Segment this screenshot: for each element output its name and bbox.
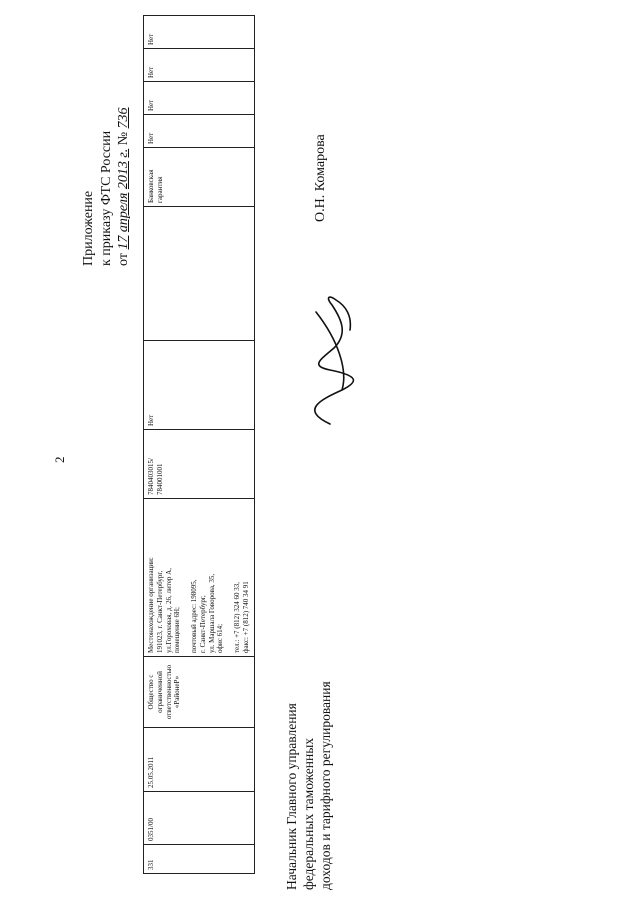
signatory-title-line: Начальник Главного управления (284, 703, 299, 890)
address-line: Местонахождение организации: (147, 557, 155, 653)
cell-flag-3: Нет (144, 49, 255, 82)
signatory-title (284, 590, 335, 890)
signatory-title-line: федеральных таможенных (300, 737, 316, 890)
date-year: 2013 (116, 161, 131, 190)
appendix-header (80, 6, 133, 266)
signatory-title-line: доходов и тарифного регулирования (317, 681, 333, 890)
cell-inn-kpp: 7840403015/ 784001001 (144, 430, 255, 499)
cell-address (144, 499, 255, 657)
order-number: 736 (116, 107, 131, 129)
appendix-order: к приказу ФТС России (98, 130, 114, 266)
registry-table (143, 15, 255, 874)
from-label: от (116, 253, 131, 266)
cell-date: 25.05.2011 (144, 728, 255, 792)
address-line: 191023, г. Санкт-Петербург, (155, 570, 164, 653)
phone-line: тел.: +7 (812) 324 60 33, (233, 582, 241, 653)
cell-number: 331 (144, 845, 255, 874)
number-label: № (116, 131, 131, 146)
date-day: 17 (116, 235, 131, 250)
postal-line: г. Санкт-Петербург, (198, 595, 207, 653)
cell-guarantee: Банковская гарантия (144, 148, 255, 207)
cell-flag-4: Нет (144, 16, 255, 49)
page-number: 2 (52, 456, 67, 463)
appendix-title: Приложение (81, 190, 96, 266)
signatory-name: О.Н. Комарова (313, 134, 328, 222)
table-row (144, 16, 255, 874)
cell-flag-1: Нет (144, 115, 255, 148)
cell-reg-number: 0351/00 (144, 792, 255, 845)
appendix-date-line (115, 6, 133, 266)
cell-flag-2: Нет (144, 82, 255, 115)
address-line: помещение 6Н; (173, 607, 182, 653)
year-suffix: г. (116, 148, 131, 158)
handwritten-signature (290, 280, 370, 430)
fax-line: факс: +7 (812) 740 34 91 (241, 581, 250, 653)
cell-extra (144, 207, 255, 341)
date-month: апреля (116, 192, 131, 233)
postal-line: почтовый адрес: 198095, (190, 579, 198, 653)
cell-note: Нет (144, 341, 255, 430)
cell-organization-name: Общество с ограниченной ответственностью «РайонеР» (144, 657, 255, 728)
postal-line: офис 614; (216, 623, 225, 653)
address-line: ул.Гороховая, д. 26, литер А, (164, 568, 173, 653)
postal-line: ул. Маршала Говорова, 35, (207, 573, 216, 653)
